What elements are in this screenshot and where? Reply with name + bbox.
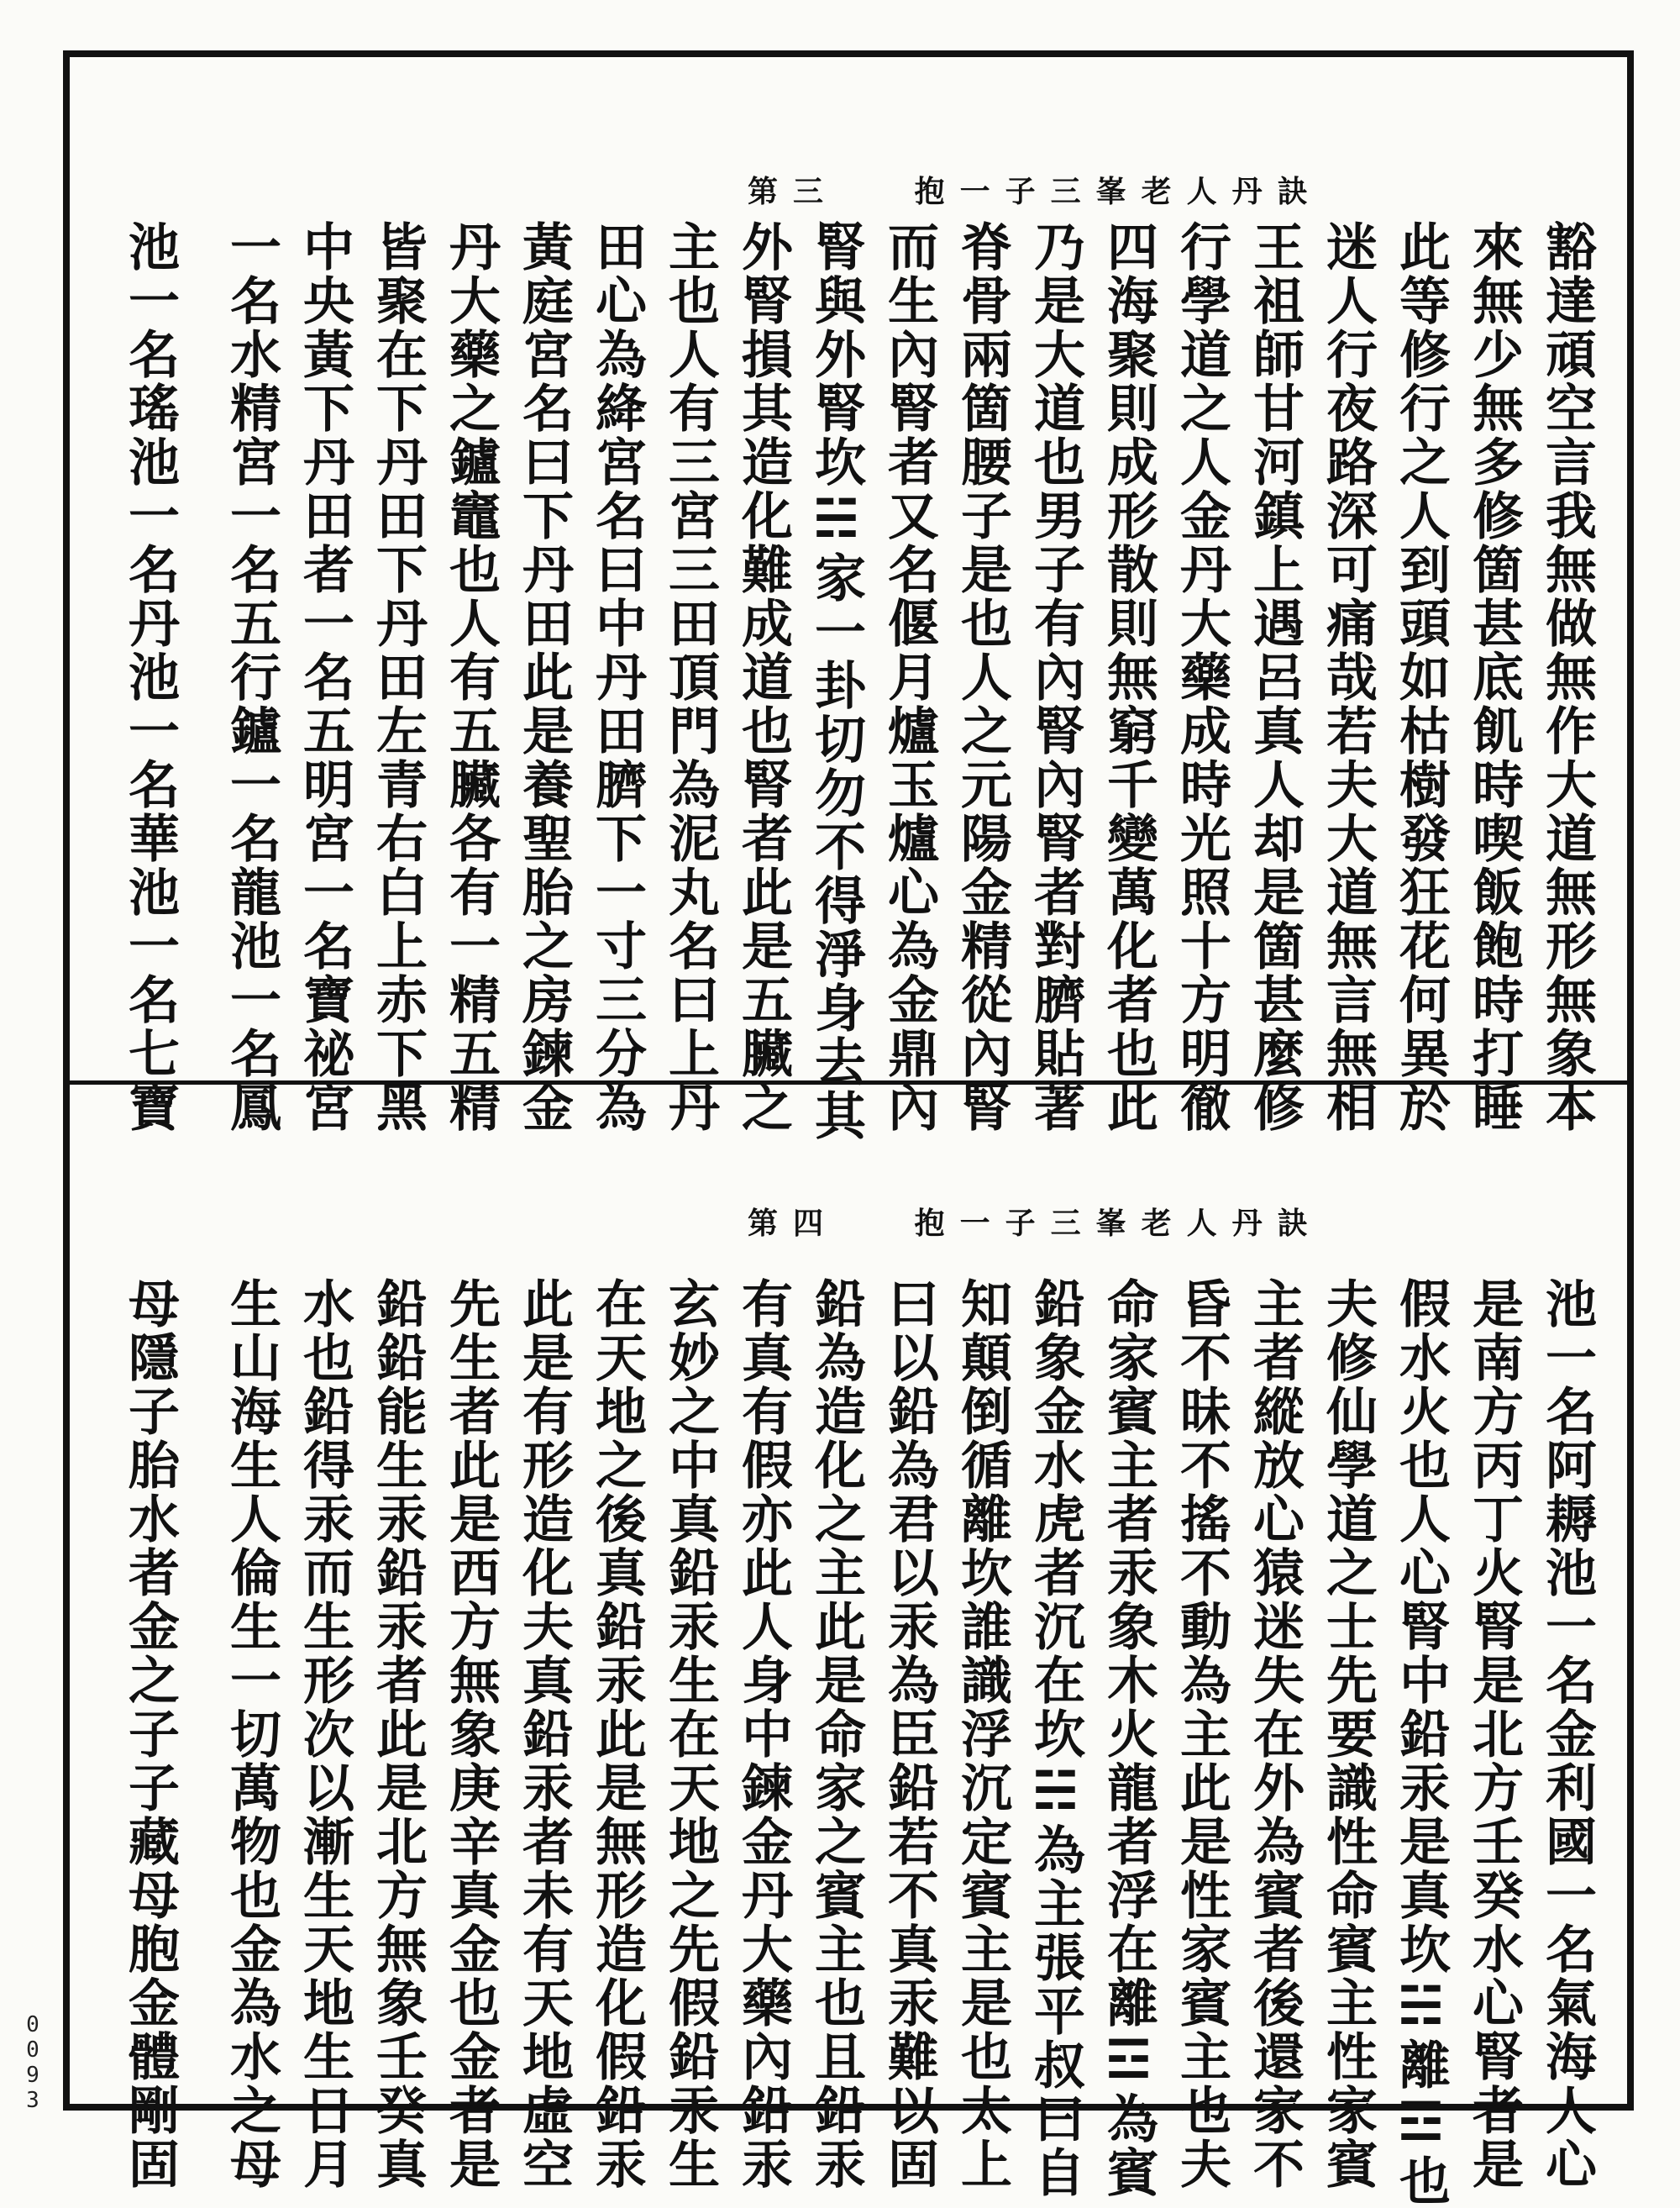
text-column: 豁達頑空言我無做無作大道無形無象本 — [1537, 220, 1597, 1134]
bottom-running-header — [748, 1200, 1323, 1243]
text-column: 皆聚在下丹田下丹田左青右白上赤下黑 — [368, 220, 428, 1134]
text-column: 黃庭宮名曰下丹田此是養聖胎之房鍊金 — [514, 220, 574, 1134]
bottom-page-label: 第四 — [748, 1206, 839, 1241]
text-column: 行學道之人金丹大藥成時光照十方明徹 — [1172, 220, 1231, 1134]
text-column: 夫修仙學道之士先要識性命賓主性家賓 — [1318, 1277, 1378, 2191]
text-column: 知顛倒循離坎誰識浮沉定賓主是也太上 — [953, 1277, 1012, 2191]
text-column: 玄妙之中真鉛汞生在天地之先假鉛汞生 — [660, 1277, 720, 2191]
bottom-header-title: 抱一子三峯老人丹訣 — [914, 1206, 1323, 1241]
text-column: 母隱子胎水者金之子子藏母胞金體剛固 — [120, 1277, 180, 2191]
text-column: 一名水精宮一名五行鑪一名龍池一名鳳 — [222, 220, 281, 1134]
text-column: 有真有假亦此人身中鍊金丹大藥內鉛汞 — [733, 1277, 793, 2191]
text-column: 腎與外腎坎☵家一卦切勿不得淨身去其 — [806, 220, 866, 1143]
text-column: 迷人行夜路深可痛哉若夫大道無言無相 — [1318, 220, 1378, 1134]
text-column: 鉛為造化之主此是命家之賓主也且鉛汞 — [806, 1277, 866, 2191]
text-column: 鉛象金水虎者沉在坎☵為主張平叔曰自 — [1026, 1277, 1085, 2200]
text-column: 主也人有三宮三田頂門為泥丸名曰上丹 — [660, 220, 720, 1134]
text-column: 中央黃下丹田者一名五明宮一名寶祕宮 — [295, 220, 354, 1134]
text-column: 此等修行之人到頭如枯樹發狂花何異於 — [1391, 220, 1451, 1134]
text-column: 假水火也人心腎中鉛汞是真坎☵離☲也 — [1391, 1277, 1451, 2208]
text-column: 丹大藥之鑪竈也人有五臟各有一精五精 — [441, 220, 501, 1134]
text-column: 此是有形造化夫真鉛汞者未有天地虛空 — [514, 1277, 574, 2191]
text-column: 水也鉛得汞而生形次以漸生天地生日月 — [295, 1277, 354, 2191]
top-page-label: 第三 — [748, 174, 839, 209]
top-header-title: 抱一子三峯老人丹訣 — [914, 174, 1323, 209]
text-column: 田心為絳宮名曰中丹田臍下一寸三分為 — [587, 220, 647, 1134]
text-column: 先生者此是西方無象庚辛真金也金者是 — [441, 1277, 501, 2191]
text-column: 是南方丙丁火腎是北方壬癸水心腎者是 — [1464, 1277, 1524, 2191]
text-column: 昏不昧不搖不動為主此是性家賓主也夫 — [1172, 1277, 1231, 2191]
text-column: 池一名瑤池一名丹池一名華池一名七寶 — [120, 220, 180, 1134]
text-column: 曰以鉛為君以汞為臣鉛若不真汞難以固 — [879, 1277, 939, 2191]
text-column: 來無少無多修箇甚底飢時喫飯飽時打睡 — [1464, 220, 1524, 1134]
text-column: 王祖師甘河鎮上遇呂真人却是箇甚麼修 — [1245, 220, 1305, 1134]
text-column: 脊骨兩箇腰子是也人之元陽金精從內腎 — [953, 220, 1012, 1134]
page-number: 0093 — [20, 2012, 45, 2113]
text-column: 命家賓主者汞象木火龍者浮在離☲為賓 — [1099, 1277, 1158, 2200]
text-column: 池一名阿耨池一名金利國一名氣海人心 — [1537, 1277, 1597, 2191]
top-running-header — [748, 168, 1323, 211]
text-column: 生山海生人倫生一切萬物也金為水之母 — [222, 1277, 281, 2191]
text-column: 而生內腎者又名偃月爐玉爐心為金鼎內 — [879, 220, 939, 1134]
text-column: 乃是大道也男子有內腎內腎者對臍貼著 — [1026, 220, 1085, 1134]
text-column: 鉛鉛能生汞鉛汞者此是北方無象壬癸真 — [368, 1277, 428, 2191]
text-column: 在天地之後真鉛汞此是無形造化假鉛汞 — [587, 1277, 647, 2191]
text-column: 四海聚則成形散則無窮千變萬化者也此 — [1099, 220, 1158, 1134]
text-column: 外腎損其造化難成道也腎者此是五臟之 — [733, 220, 793, 1134]
text-column: 主者縱放心猿迷失在外為賓者後還家不 — [1245, 1277, 1305, 2191]
